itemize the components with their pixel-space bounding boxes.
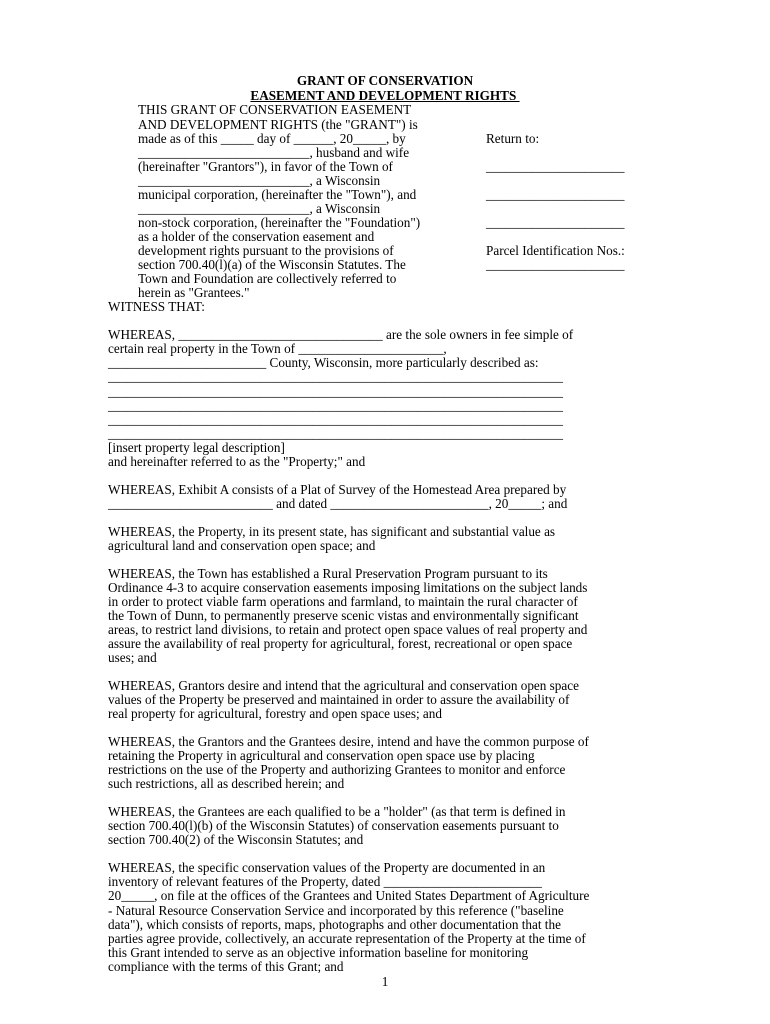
parcel-id-label: Parcel Identification Nos.: [486,243,625,258]
page-number: 1 [381,974,389,989]
paragraph-line: section 700.40(2) of the Wisconsin Statutes; and [108,832,364,847]
legal-description-blank: _____________________________________________________________________ [108,398,563,413]
intro-line: (hereinafter "Grantors"), in favor of the Town of [138,159,393,174]
intro-line: THIS GRANT OF CONSERVATION EASEMENT [138,102,412,117]
return-to-label: Return to: [486,131,540,146]
paragraph-line: WHEREAS, the Town has established a Rural Preservation Program pursuant to its [108,566,548,581]
paragraph-line: - Natural Resource Conservation Service and incorporated by this reference ("baseline [108,903,564,918]
paragraph-line: data"), which consists of reports, maps, photographs and other documentation that the [108,917,561,932]
title-line-2-text: EASEMENT AND DEVELOPMENT RIGHTS [250,88,520,103]
intro-line: AND DEVELOPMENT RIGHTS (the "GRANT") is [138,117,418,132]
paragraph-line: _________________________ and dated ________________________, 20_____; and [108,496,568,511]
paragraph-line: values of the Property be preserved and maintained in order to assure the availability of [108,692,570,707]
return-to-blank: _____________________ [486,215,625,230]
intro-line: development rights pursuant to the provisions of [138,243,394,258]
paragraph-line: WHEREAS, the specific conservation values of the Property are documented in an [108,860,546,875]
paragraph-line: such restrictions, all as described herein; and [108,776,345,791]
paragraph-line: parties agree provide, collectively, an accurate representation of the Property at the time of [108,931,586,946]
paragraph-line: section 700.40(l)(b) of the Wisconsin Statutes) of conservation easements pursuant to [108,818,559,833]
paragraph-line: the Town of Dunn, to permanently preserve scenic vistas and environmentally significant [108,608,579,623]
legal-description-blank: _____________________________________________________________________ [108,412,563,427]
paragraph-line: WHEREAS, the Property, in its present state, has significant and substantial value as [108,524,556,539]
paragraph-line: WHEREAS, Exhibit A consists of a Plat of Survey of the Homestead Area prepared by [108,482,567,497]
paragraph-line: uses; and [108,650,157,665]
paragraph-line: 20_____, on file at the offices of the Grantees and United States Department of Agriculture [108,888,590,903]
intro-line: __________________________, husband and wife [138,145,410,160]
paragraph-line: WHEREAS, the Grantees are each qualified to be a "holder" (as that term is defined in [108,804,566,819]
intro-line: __________________________, a Wisconsin [138,173,381,188]
legal-description-blank: _____________________________________________________________________ [108,426,563,441]
intro-line: non-stock corporation, (hereinafter the "Foundation") [138,215,421,230]
intro-line: __________________________, a Wisconsin [138,201,381,216]
intro-line: section 700.40(l)(a) of the Wisconsin Statutes. The [138,257,406,272]
intro-line: made as of this _____ day of ______, 20_____, by [138,131,406,146]
paragraph-line: compliance with the terms of this Grant; and [108,959,344,974]
witness-heading: WITNESS THAT: [108,299,205,314]
paragraph-line: retaining the Property in agricultural and conservation open space use by placing [108,748,535,763]
paragraph-line: areas, to restrict land divisions, to retain and protect open space values of real property and [108,622,588,637]
paragraph-line: ________________________ County, Wisconsin, more particularly described as: [108,355,539,370]
legal-description-blank: _____________________________________________________________________ [108,369,563,384]
title-line-2 [0,88,770,103]
paragraph-line: real property for agricultural, forestry and open space uses; and [108,706,442,721]
parcel-id-blank: _____________________ [486,257,625,272]
intro-line: herein as "Grantees." [138,285,250,300]
paragraph-line: assure the availability of real property for agricultural, forest, recreational or open space [108,636,573,651]
intro-line: Town and Foundation are collectively referred to [138,271,397,286]
return-to-blank: _____________________ [486,187,625,202]
paragraph-line: restrictions on the use of the Property and authorizing Grantees to monitor and enforce [108,762,566,777]
legal-description-blank: _____________________________________________________________________ [108,384,563,399]
paragraph-line: and hereinafter referred to as the "Property;" and [108,454,366,469]
paragraph-line: certain real property in the Town of ______________________, [108,341,447,356]
paragraph-line: in order to protect viable farm operations and farmland, to maintain the rural character of [108,594,578,609]
paragraph-line: [insert property legal description] [108,440,285,455]
paragraph-line: this Grant intended to serve as an objective information baseline for monitoring [108,945,529,960]
title-line-1: GRANT OF CONSERVATION [296,73,474,88]
paragraph-line: Ordinance 4-3 to acquire conservation easements imposing limitations on the subject lands [108,580,588,595]
return-to-blank: _____________________ [486,159,625,174]
paragraph-line: agricultural land and conservation open space; and [108,538,376,553]
intro-line: municipal corporation, (hereinafter the "Town"), and [138,187,417,202]
intro-line: as a holder of the conservation easement and [138,229,375,244]
paragraph-line: inventory of relevant features of the Property, dated ________________________ [108,874,542,889]
paragraph-line: WHEREAS, the Grantors and the Grantees desire, intend and have the common purpose of [108,734,589,749]
paragraph-line: WHEREAS, _______________________________ are the sole owners in fee simple of [108,327,574,342]
paragraph-line: WHEREAS, Grantors desire and intend that the agricultural and conservation open space [108,678,579,693]
